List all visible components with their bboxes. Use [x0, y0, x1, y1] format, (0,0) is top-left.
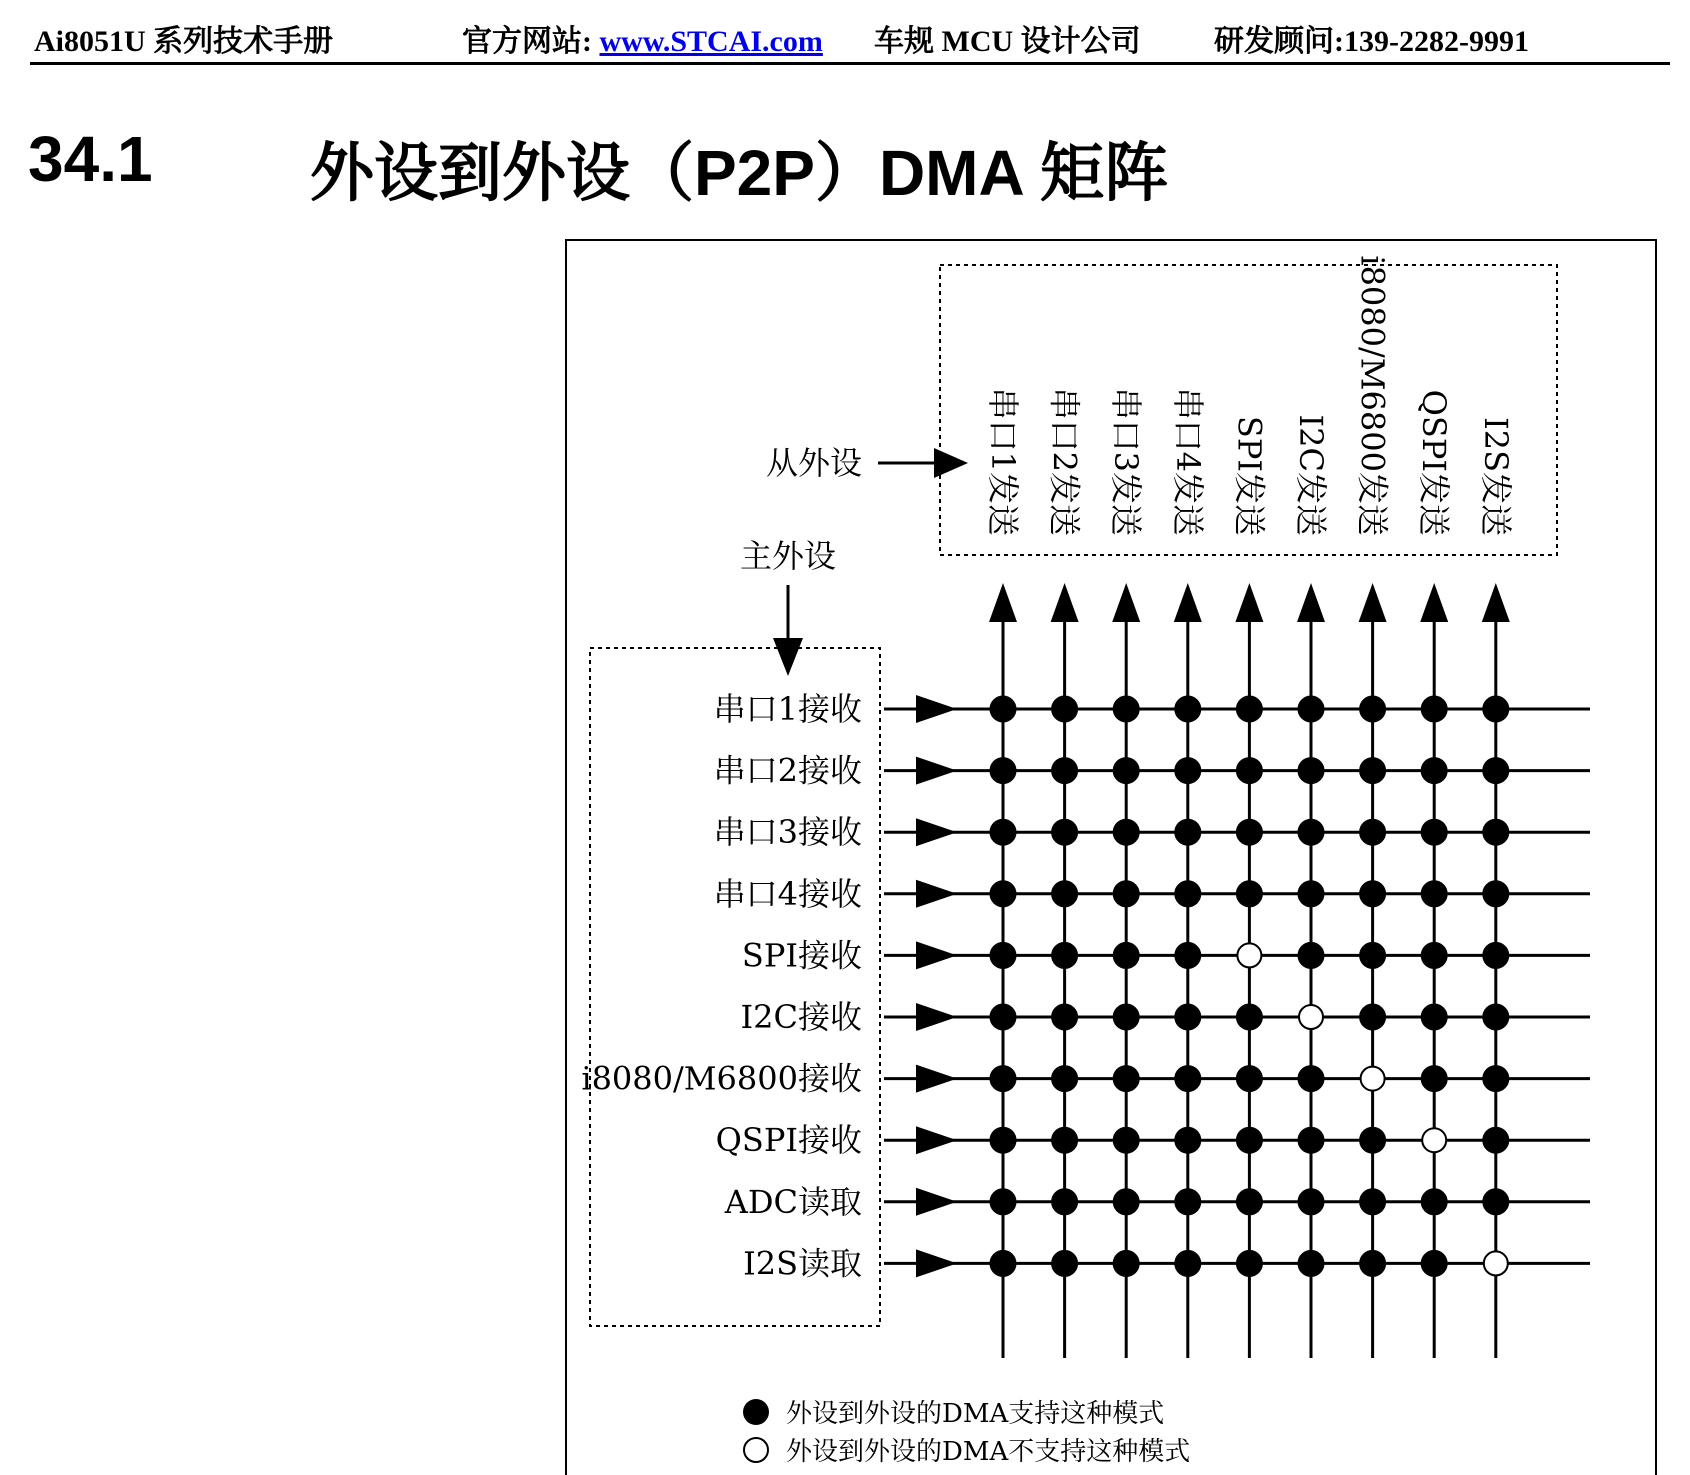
slave-pointer-arrow	[934, 448, 968, 478]
supported-node-r7-c4	[1175, 1066, 1201, 1092]
supported-node-r6-c3	[1113, 1004, 1139, 1030]
supported-node-r6-c8	[1421, 1004, 1447, 1030]
supported-node-r10-c3	[1113, 1250, 1139, 1276]
supported-node-r5-c3	[1113, 942, 1139, 968]
supported-node-r8-c5	[1236, 1127, 1262, 1153]
supported-node-r4-c1	[990, 881, 1016, 907]
unsupported-node-r7-c7	[1361, 1067, 1385, 1091]
supported-node-r5-c6	[1298, 942, 1324, 968]
company-name: 车规 MCU 设计公司	[874, 25, 1141, 58]
master-arrow-6	[916, 1003, 957, 1031]
master-label-9: ADC读取	[724, 1182, 862, 1221]
supported-node-r3-c7	[1360, 819, 1386, 845]
master-label-4: 串口4接收	[713, 874, 862, 913]
master-peripheral-label: 主外设	[739, 537, 837, 575]
website-label: 官方网站:	[462, 25, 592, 58]
supported-node-r9-c6	[1298, 1189, 1324, 1215]
supported-node-r9-c9	[1483, 1189, 1509, 1215]
master-arrow-7	[916, 1065, 957, 1093]
master-label-2: 串口2接收	[713, 751, 862, 790]
supported-node-r3-c2	[1052, 819, 1078, 845]
supported-node-r5-c7	[1360, 942, 1386, 968]
website-link[interactable]: www.STCAI.com	[599, 25, 823, 58]
unsupported-node-r5-c5	[1237, 943, 1261, 967]
supported-node-r8-c3	[1113, 1127, 1139, 1153]
slave-arrow-5	[1235, 583, 1263, 622]
slave-label-8: QSPI发送	[1415, 389, 1454, 536]
matrix-lines	[884, 583, 1590, 1358]
supported-node-r5-c2	[1052, 942, 1078, 968]
supported-node-r8-c6	[1298, 1127, 1324, 1153]
unsupported-node-r8-c8	[1422, 1128, 1446, 1152]
supported-node-r2-c9	[1483, 758, 1509, 784]
master-label-10: I2S读取	[743, 1244, 862, 1283]
master-label-7: i8080/M6800接收	[581, 1059, 862, 1098]
supported-node-r2-c7	[1360, 758, 1386, 784]
supported-node-r7-c8	[1421, 1066, 1447, 1092]
supported-node-r7-c1	[990, 1066, 1016, 1092]
supported-node-r3-c3	[1113, 819, 1139, 845]
supported-node-r2-c5	[1236, 758, 1262, 784]
supported-node-r10-c6	[1298, 1250, 1324, 1276]
legend-supported-dot	[743, 1399, 769, 1425]
supported-node-r10-c4	[1175, 1250, 1201, 1276]
supported-node-r3-c4	[1175, 819, 1201, 845]
supported-node-r2-c3	[1113, 758, 1139, 784]
supported-node-r1-c8	[1421, 696, 1447, 722]
supported-node-r4-c2	[1052, 881, 1078, 907]
supported-node-r2-c1	[990, 758, 1016, 784]
supported-node-r1-c4	[1175, 696, 1201, 722]
supported-node-r7-c3	[1113, 1066, 1139, 1092]
section-number: 34.1	[28, 123, 153, 195]
slave-label-9: I2S发送	[1476, 417, 1515, 536]
supported-node-r9-c2	[1052, 1189, 1078, 1215]
master-labels	[581, 690, 862, 1282]
slave-arrow-4	[1174, 583, 1202, 622]
supported-node-r3-c5	[1236, 819, 1262, 845]
slave-label-6: I2C发送	[1292, 414, 1330, 536]
slave-labels	[984, 255, 1515, 536]
master-label-1: 串口1接收	[713, 690, 862, 728]
supported-node-r8-c7	[1360, 1127, 1386, 1153]
master-pointer-arrow	[773, 638, 803, 676]
contact-info: 研发顾问:139-2282-9991	[1214, 25, 1529, 58]
supported-node-r6-c4	[1175, 1004, 1201, 1030]
supported-node-r9-c8	[1421, 1189, 1447, 1215]
supported-node-r10-c8	[1421, 1250, 1447, 1276]
slave-arrow-7	[1359, 583, 1387, 622]
slave-label-5: SPI发送	[1230, 415, 1269, 536]
supported-node-r4-c4	[1175, 881, 1201, 907]
supported-node-r6-c1	[990, 1004, 1016, 1030]
slave-label-4: 串口4发送	[1168, 387, 1207, 536]
section-title: 外设到外设（P2P）DMA 矩阵	[310, 137, 1169, 209]
supported-node-r8-c9	[1483, 1127, 1509, 1153]
supported-node-r4-c9	[1483, 881, 1509, 907]
supported-node-r6-c7	[1360, 1004, 1386, 1030]
supported-node-r8-c1	[990, 1127, 1016, 1153]
supported-node-r4-c5	[1236, 881, 1262, 907]
supported-node-r1-c2	[1052, 696, 1078, 722]
supported-node-r7-c9	[1483, 1066, 1509, 1092]
legend-unsupported-dot	[744, 1438, 768, 1462]
slave-arrow-8	[1420, 583, 1448, 622]
supported-node-r4-c8	[1421, 881, 1447, 907]
supported-node-r9-c7	[1360, 1189, 1386, 1215]
supported-node-r10-c7	[1360, 1250, 1386, 1276]
supported-node-r5-c4	[1175, 942, 1201, 968]
supported-node-r1-c7	[1360, 696, 1386, 722]
slave-label-3: 串口3发送	[1107, 387, 1146, 536]
supported-node-r9-c5	[1236, 1189, 1262, 1215]
master-arrow-3	[916, 818, 957, 846]
supported-node-r9-c4	[1175, 1189, 1201, 1215]
supported-node-r2-c6	[1298, 758, 1324, 784]
supported-node-r10-c5	[1236, 1250, 1262, 1276]
master-label-6: I2C接收	[740, 998, 862, 1036]
supported-node-r1-c6	[1298, 696, 1324, 722]
master-arrow-2	[916, 757, 957, 785]
supported-node-r10-c1	[990, 1250, 1016, 1276]
supported-node-r4-c6	[1298, 881, 1324, 907]
slave-arrow-1	[989, 583, 1017, 622]
master-arrow-10	[916, 1249, 957, 1277]
slave-arrow-6	[1297, 583, 1325, 622]
master-arrow-1	[916, 695, 957, 723]
supported-node-r3-c1	[990, 819, 1016, 845]
slave-label-7: i8080/M6800发送	[1353, 255, 1392, 536]
supported-node-r3-c8	[1421, 819, 1447, 845]
master-label-8: QSPI接收	[715, 1121, 862, 1160]
master-label-5: SPI接收	[741, 936, 862, 975]
manual-title: Ai8051U 系列技术手册	[34, 25, 334, 58]
supported-node-r3-c6	[1298, 819, 1324, 845]
master-arrow-5	[916, 941, 957, 969]
slave-arrow-2	[1051, 583, 1079, 622]
supported-node-r7-c2	[1052, 1066, 1078, 1092]
supported-node-r6-c9	[1483, 1004, 1509, 1030]
slave-arrow-9	[1482, 583, 1510, 622]
slave-peripheral-label: 从外设	[765, 444, 862, 482]
supported-node-r3-c9	[1483, 819, 1509, 845]
legend-unsupported-text: 外设到外设的DMA不支持这种模式	[786, 1437, 1191, 1467]
supported-node-r9-c3	[1113, 1189, 1139, 1215]
master-label-3: 串口3接收	[713, 813, 862, 852]
master-box	[590, 648, 880, 1326]
slave-arrow-3	[1112, 583, 1140, 622]
supported-node-r8-c4	[1175, 1127, 1201, 1153]
slave-label-2: 串口2发送	[1045, 387, 1084, 536]
supported-node-r2-c4	[1175, 758, 1201, 784]
master-arrow-9	[916, 1188, 957, 1216]
supported-node-r6-c5	[1236, 1004, 1262, 1030]
supported-node-r5-c9	[1483, 942, 1509, 968]
unsupported-node-r10-c9	[1484, 1251, 1508, 1275]
supported-node-r2-c2	[1052, 758, 1078, 784]
supported-node-r7-c5	[1236, 1066, 1262, 1092]
master-arrow-8	[916, 1126, 957, 1154]
supported-node-r10-c2	[1052, 1250, 1078, 1276]
supported-node-r9-c1	[990, 1189, 1016, 1215]
supported-node-r2-c8	[1421, 758, 1447, 784]
supported-node-r4-c3	[1113, 881, 1139, 907]
supported-node-r1-c3	[1113, 696, 1139, 722]
supported-node-r5-c8	[1421, 942, 1447, 968]
supported-node-r1-c1	[990, 696, 1016, 722]
slave-label-1: 串口1发送	[984, 387, 1022, 536]
supported-node-r6-c2	[1052, 1004, 1078, 1030]
supported-node-r4-c7	[1360, 881, 1386, 907]
supported-node-r5-c1	[990, 942, 1016, 968]
supported-node-r1-c5	[1236, 696, 1262, 722]
master-arrow-4	[916, 880, 957, 908]
supported-node-r7-c6	[1298, 1066, 1324, 1092]
legend-supported-text: 外设到外设的DMA支持这种模式	[786, 1399, 1165, 1429]
supported-node-r1-c9	[1483, 696, 1509, 722]
supported-node-r8-c2	[1052, 1127, 1078, 1153]
unsupported-node-r6-c6	[1299, 1005, 1323, 1029]
